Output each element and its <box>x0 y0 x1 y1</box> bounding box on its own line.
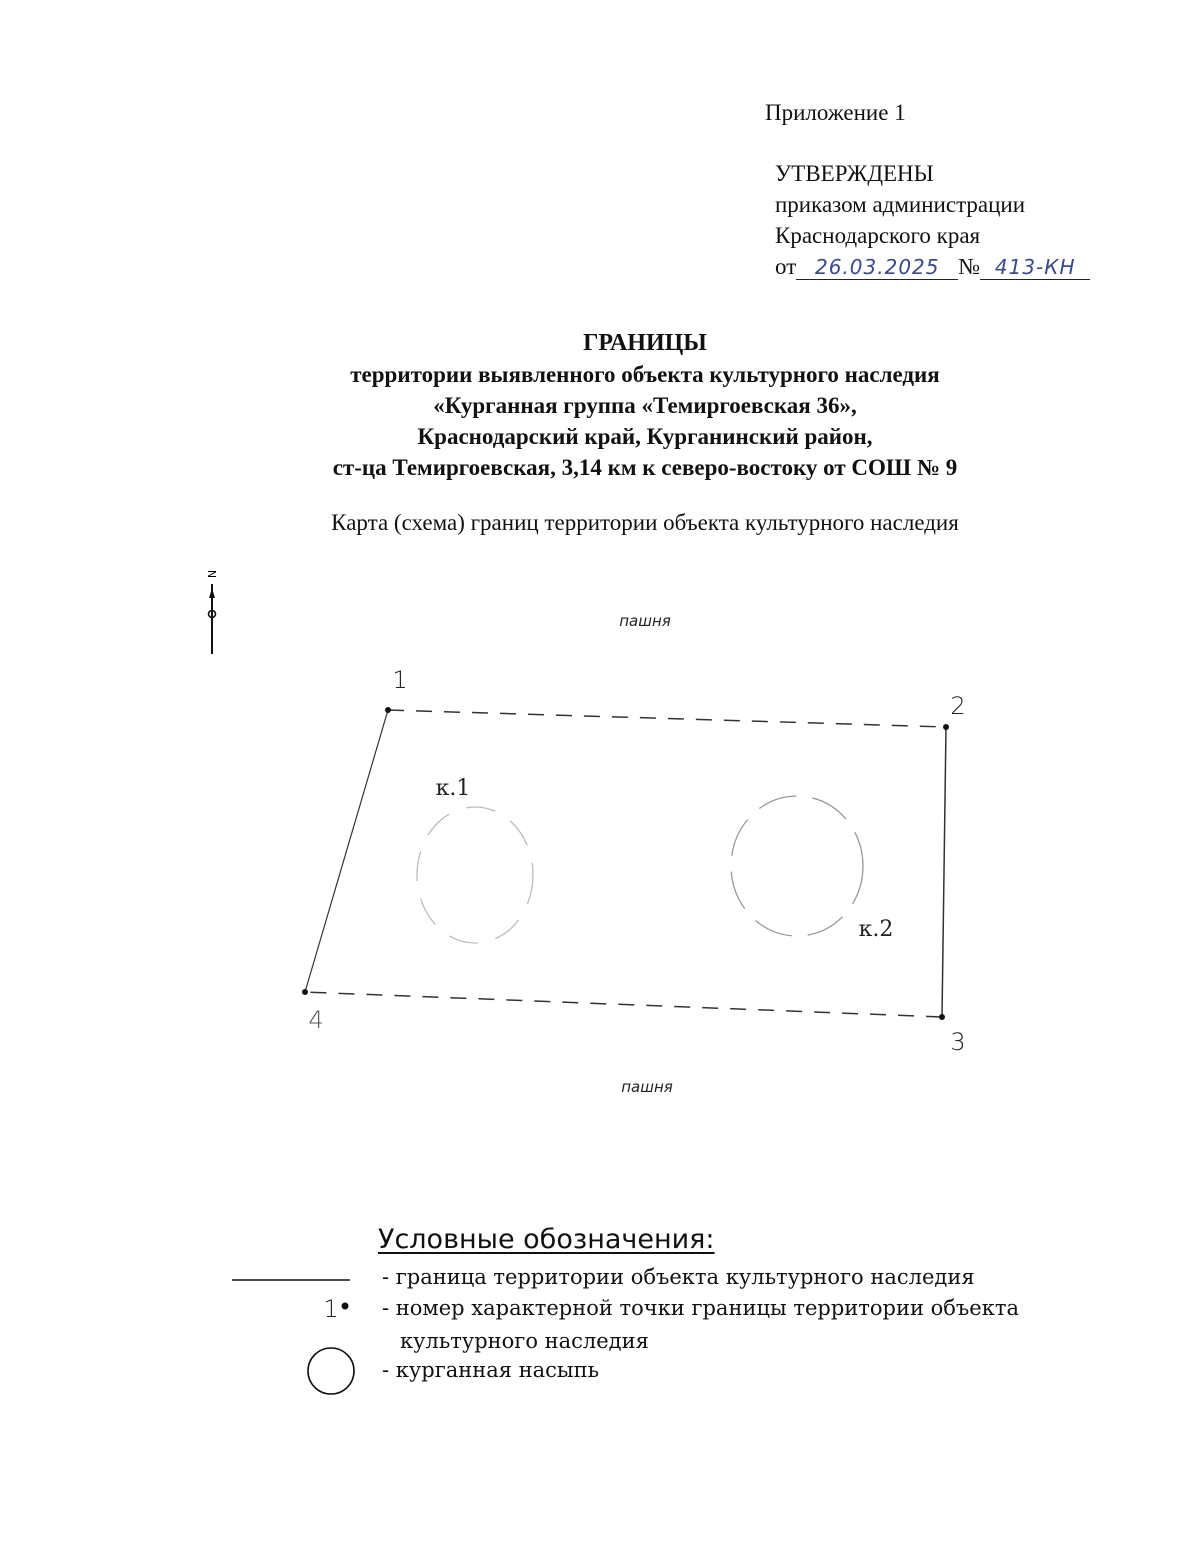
legend-item-boundary: - граница территории объекта культурного наследия <box>382 1265 975 1289</box>
boundary-point-3 <box>939 1014 966 1056</box>
mound-label-1: к.1 <box>435 776 471 801</box>
heading-line-4: ст-ца Темиргоевская, 3,14 км к северо-востоку от СОШ № 9 <box>332 455 958 480</box>
boundary-edge-4-1 <box>305 710 388 992</box>
number-sign: № <box>958 254 981 279</box>
heading-line-2: «Курганная группа «Темиргоевская 36», <box>433 393 857 418</box>
boundary-point-4 <box>302 989 324 1034</box>
heading-main: ГРАНИЦЫ <box>583 330 707 356</box>
boundary-point-2 <box>943 692 966 730</box>
heading-line-3: Краснодарский край, Курганинский район, <box>417 424 873 449</box>
legend-item-point-cont: культурного наследия <box>400 1329 649 1353</box>
handwritten-date: 26.03.2025 <box>814 255 940 279</box>
north-arrow-label: N <box>205 569 218 579</box>
land-label-bottom: пашня <box>621 1078 673 1096</box>
point-label-1: 1 <box>392 666 408 694</box>
boundary-point-1 <box>385 666 408 713</box>
mound-2 <box>731 796 893 942</box>
point-label-4: 4 <box>308 1006 324 1034</box>
approved-line-1: приказом администрации <box>775 192 1026 217</box>
north-arrow-icon <box>205 570 218 654</box>
legend-title: Условные обозначения: <box>378 1224 715 1255</box>
legend-point-label: 1 <box>323 1295 339 1323</box>
heading-line-1: территории выявленного объекта культурного наследия <box>350 362 940 387</box>
boundary-edge-1-2 <box>388 710 946 727</box>
mound-1 <box>417 776 533 943</box>
legend-circle-symbol <box>308 1348 354 1394</box>
from-prefix: от <box>775 254 797 279</box>
handwritten-number: 413-КН <box>994 255 1076 279</box>
point-label-3: 3 <box>950 1028 966 1056</box>
legend-item-point: - номер характерной точки границы территории объекта <box>382 1296 1019 1320</box>
mound-label-2: к.2 <box>858 917 894 942</box>
boundary-edge-3-4 <box>305 992 942 1017</box>
boundary-edge-2-3 <box>942 727 946 1017</box>
legend-point-symbol <box>342 1303 349 1310</box>
map-subtitle: Карта (схема) границ территории объекта культурного наследия <box>331 510 959 535</box>
approved-line-2: Краснодарского края <box>775 223 981 248</box>
point-label-2: 2 <box>950 692 966 720</box>
legend-item-mound: - курганная насыпь <box>382 1358 600 1382</box>
territory-boundary <box>305 710 946 1017</box>
appendix-label: Приложение 1 <box>765 100 906 125</box>
approved-title: УТВЕРЖДЕНЫ <box>775 161 934 186</box>
land-label-top: пашня <box>619 612 671 630</box>
